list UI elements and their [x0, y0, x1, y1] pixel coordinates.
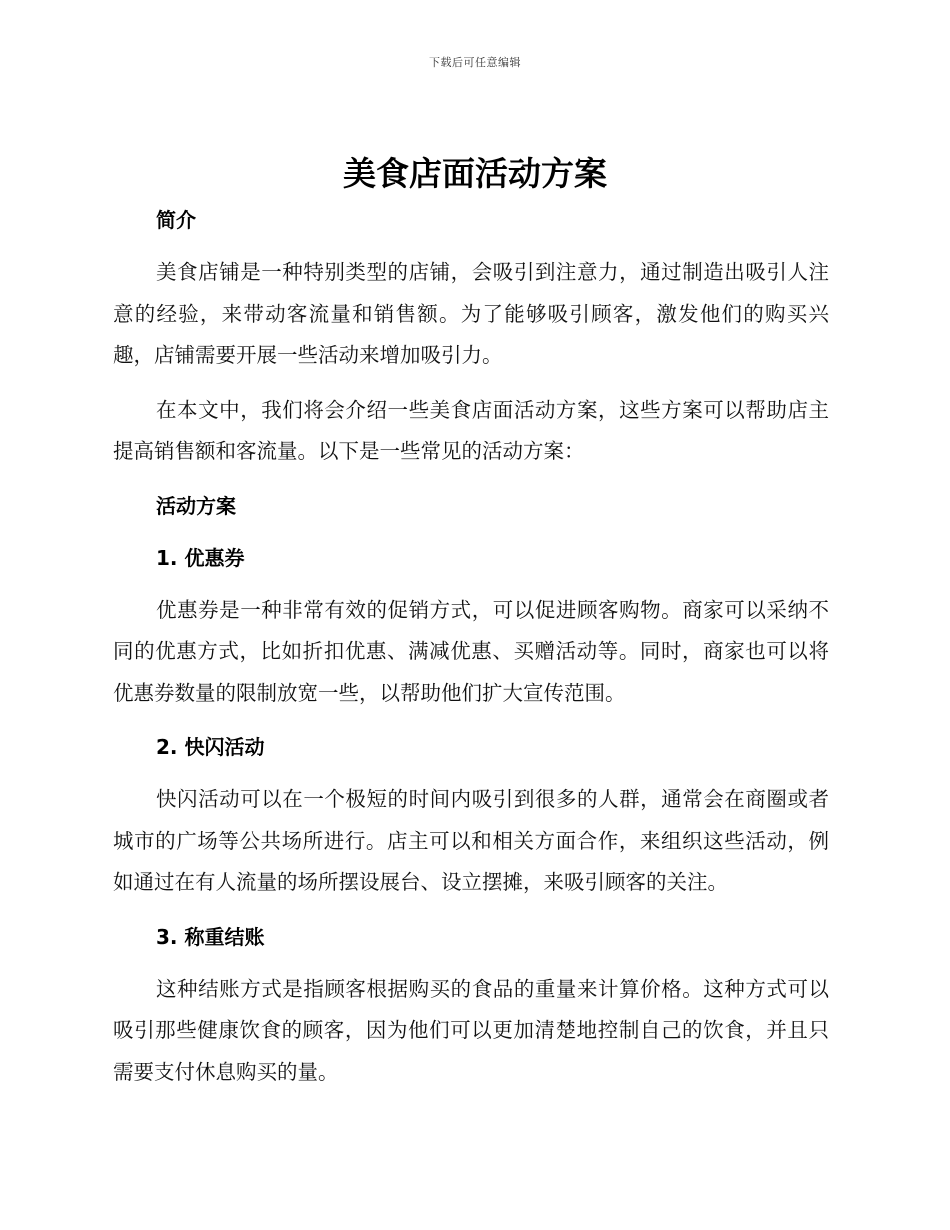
section-heading-weigh-checkout: 3. 称重结账 — [156, 924, 265, 949]
plans-heading: 活动方案 — [156, 493, 236, 518]
spacer — [113, 958, 829, 969]
document-body — [113, 200, 829, 1093]
spacer — [113, 714, 829, 727]
spacer — [113, 377, 829, 390]
spacer — [113, 579, 829, 590]
section-body-weigh-checkout: 这种结账方式是指顾客根据购买的食品的重量来计算价格。这种方式可以吸引那些健康饮食的顾客，因为他们可以更加清楚地控制自己的饮食，并且只需要支付休息购买的量。 — [113, 976, 829, 1084]
intro-paragraph: 美食店铺是一种特别类型的店铺，会吸引到注意力，通过制造出吸引人注意的经验，来带动客流量和销售额。为了能够吸引顾客，激发他们的购买兴趣，店铺需要开展一些活动来增加吸引力。 — [113, 260, 829, 367]
spacer — [113, 904, 829, 917]
section-body-flash-event: 快闪活动可以在一个极短的时间内吸引到很多的人群，通常会在商圈或者城市的广场等公共场所进行。店主可以和相关方面合作，来组织这些活动，例如通过在有人流量的场所摆设展台、设立摆摊，来吸引顾客的关注。 — [113, 787, 829, 894]
spacer — [113, 241, 829, 252]
intro-heading: 简介 — [156, 208, 196, 232]
intro-paragraph: 在本文中，我们将会介绍一些美食店面活动方案，这些方案可以帮助店主提高销售额和客流量。以下是一些常见的活动方案： — [113, 397, 829, 463]
spacer — [113, 527, 829, 538]
section-heading-flash-event: 2. 快闪活动 — [156, 735, 265, 759]
header-note: 下载后可任意编辑 — [429, 56, 521, 69]
section-heading-coupon: 1. 优惠券 — [156, 545, 245, 570]
spacer — [113, 768, 829, 779]
spacer — [113, 473, 829, 486]
section-body-coupon: 优惠券是一种非常有效的促销方式，可以促进顾客购物。商家可以采纳不同的优惠方式，比如折扣优惠、满减优惠、买赠活动等。同时，商家也可以将优惠券数量的限制放宽一些，以帮助他们扩大宣传范围。 — [113, 597, 829, 705]
document-title: 美食店面活动方案 — [343, 154, 607, 193]
